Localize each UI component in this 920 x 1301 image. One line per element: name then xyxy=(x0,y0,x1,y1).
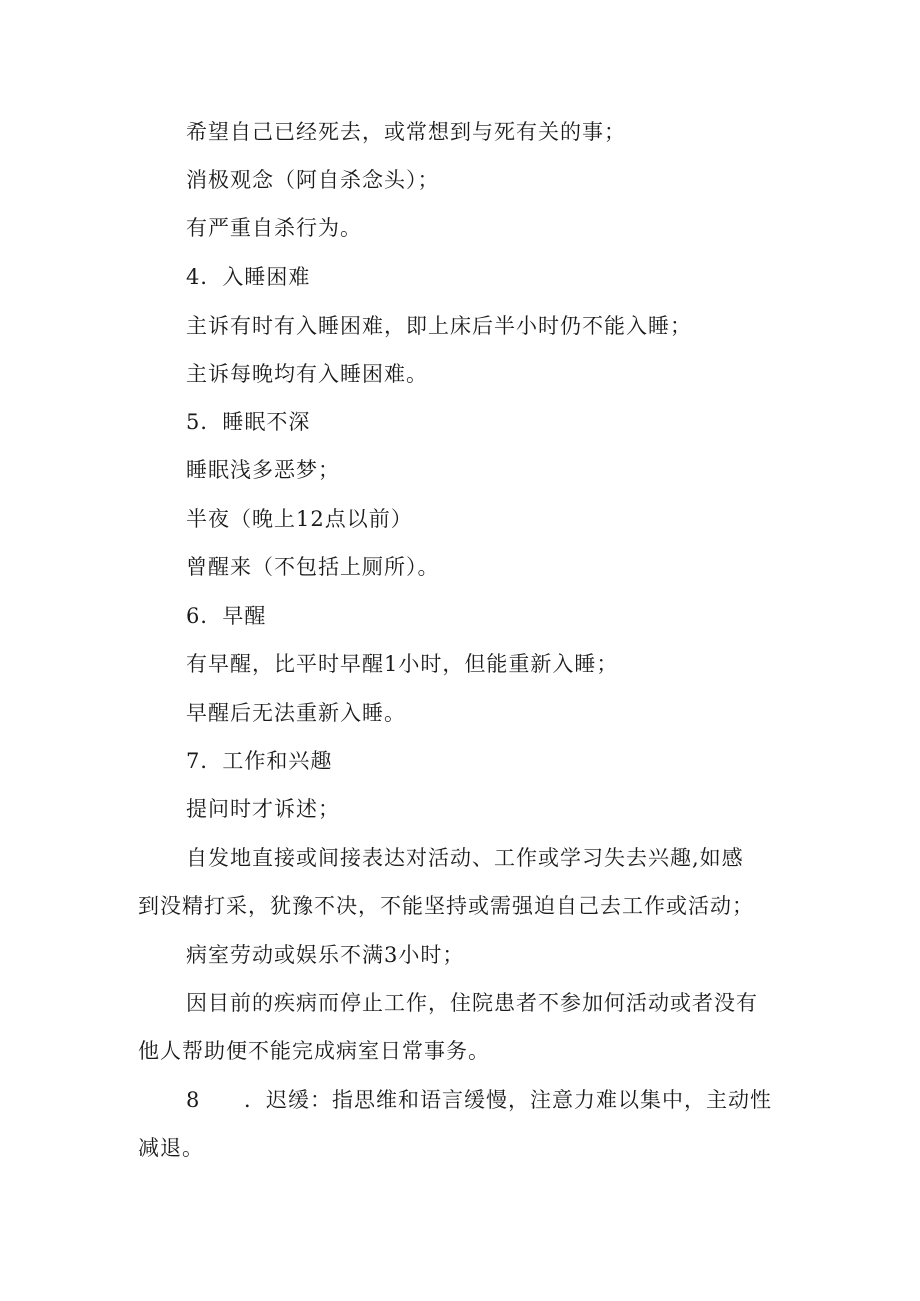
text-line: 有严重自杀行为。 xyxy=(186,216,362,240)
section-heading-6: 6．早醒 xyxy=(186,604,267,628)
text-line: 提问时才诉述； xyxy=(186,797,340,821)
text-line: 消极观念（阿自杀念头）； xyxy=(186,168,440,192)
text-line: 希望自己已经死去，或常想到与死有关的事； xyxy=(186,120,626,144)
text-line: 曾醒来（不包括上厕所）。 xyxy=(186,555,440,579)
item-number: 8 xyxy=(186,1088,201,1112)
text-line: 主诉每晚均有入睡困难。 xyxy=(186,362,428,386)
text-line: 早醒后无法重新入睡。 xyxy=(186,701,406,725)
text-line: 半夜（晚上12点以前） xyxy=(186,507,413,531)
paragraph-line: 因目前的疾病而停止工作，住院患者不参加何活动或者没有 xyxy=(186,991,758,1015)
section-heading-4: 4．入睡困难 xyxy=(186,265,311,289)
paragraph-line: 减退。 xyxy=(138,1136,204,1160)
section-heading-7: 7．工作和兴趣 xyxy=(186,749,333,773)
section-heading-5: 5．睡眠不深 xyxy=(186,410,311,434)
text-line: 病室劳动或娱乐不满3小时； xyxy=(186,943,465,967)
text-line: 有早醒，比平时早醒1小时，但能重新入睡； xyxy=(186,652,619,676)
text-line: 主诉有时有入睡困难，即上床后半小时仍不能入睡； xyxy=(186,314,692,338)
text-line: 睡眠浅多恶梦； xyxy=(186,458,340,482)
item-text: ．迟缓：指思维和语言缓慢，注意力难以集中，主动性 xyxy=(244,1088,772,1112)
paragraph-line: 他人帮助便不能完成病室日常事务。 xyxy=(138,1039,490,1063)
paragraph-line: 到没精打采，犹豫不决，不能坚持或需强迫自己去工作或活动； xyxy=(138,894,754,918)
paragraph-line: 自发地直接或间接表达对活动、工作或学习失去兴趣,如感 xyxy=(186,846,744,870)
section-heading-8 xyxy=(186,1086,772,1114)
